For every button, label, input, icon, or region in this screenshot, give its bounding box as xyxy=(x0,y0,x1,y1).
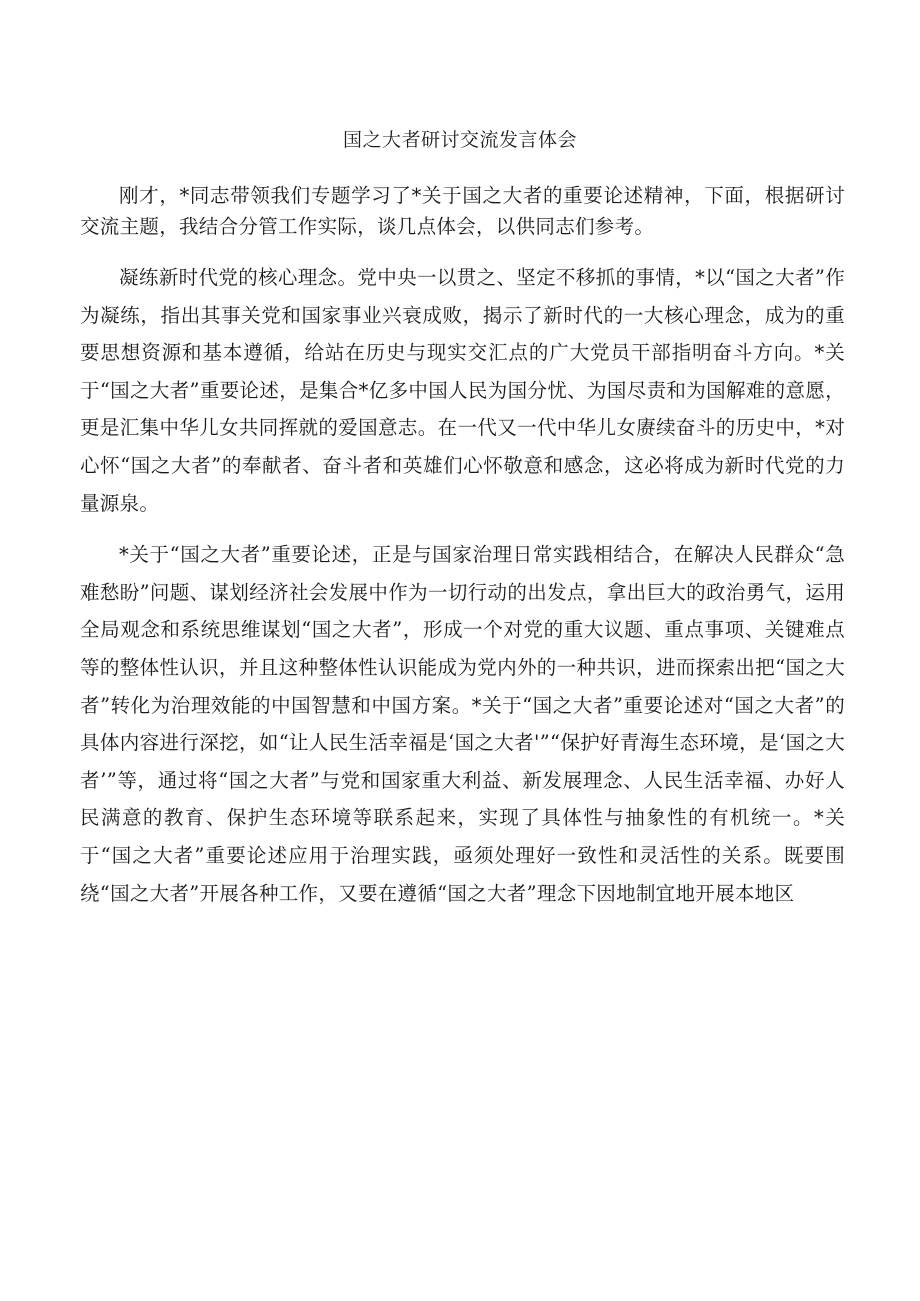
paragraph-governance-practice: *关于“国之大者”重要论述，正是与国家治理日常实践相结合，在解决人民群众“急难愁盼”问题、谋划经济社会发展中作为一切行动的出发点，拿出巨大的政治勇气，运用全局观念和系统思维谋划“国之大者”，形成一个对党的重大议题、重点事项、关键难点等的整体性认识，并且这种整体性认识能成为党内外的一种共识，进而探索出把“国之大者”转化为治理效能的中国智慧和中国方案。*关于“国之大者”重要论述对“国之大者”的具体内容进行深挖，如“让人民生活幸福是‘国之大者'”“保护好青海生态环境，是‘国之大者’”等，通过将“国之大者”与党和国家重大利益、新发展理念、人民生活幸福、办好人民满意的教育、保护生态环境等联系起来，实现了具体性与抽象性的有机统一。*关于“国之大者”重要论述应用于治理实践，亟须处理好一致性和灵活性的关系。既要围绕“国之大者”开展各种工作，又要在遵循“国之大者”理念下因地制宜地开展本地区 xyxy=(80,543,845,905)
paragraph-core-concept: 凝练新时代党的核心理念。党中央一以贯之、坚定不移抓的事情，*以“国之大者”作为凝练，指出其事关党和国家事业兴衰成败，揭示了新时代的一大核心理念，成为的重要思想资源和基本遵循，给站在历史与现实交汇点的广大党员干部指明奋斗方向。*关于“国之大者”重要论述，是集合*亿多中国人民为国分忧、为国尽责和为国解难的意愿，更是汇集中华儿女共同挥就的爱国意志。在一代又一代中华儿女赓续奋斗的历史中，*对心怀“国之大者”的奉献者、奋斗者和英雄们心怀敬意和感念，这必将成为新时代党的力量源泉。 xyxy=(80,266,845,515)
paragraph-intro: 刚才，*同志带领我们专题学习了*关于国之大者的重要论述精神，下面，根据研讨交流主题，我结合分管工作实际，谈几点体会，以供同志们参考。 xyxy=(80,184,845,238)
document-title: 国之大者研讨交流发言体会 xyxy=(342,129,577,151)
document-body xyxy=(80,180,845,926)
